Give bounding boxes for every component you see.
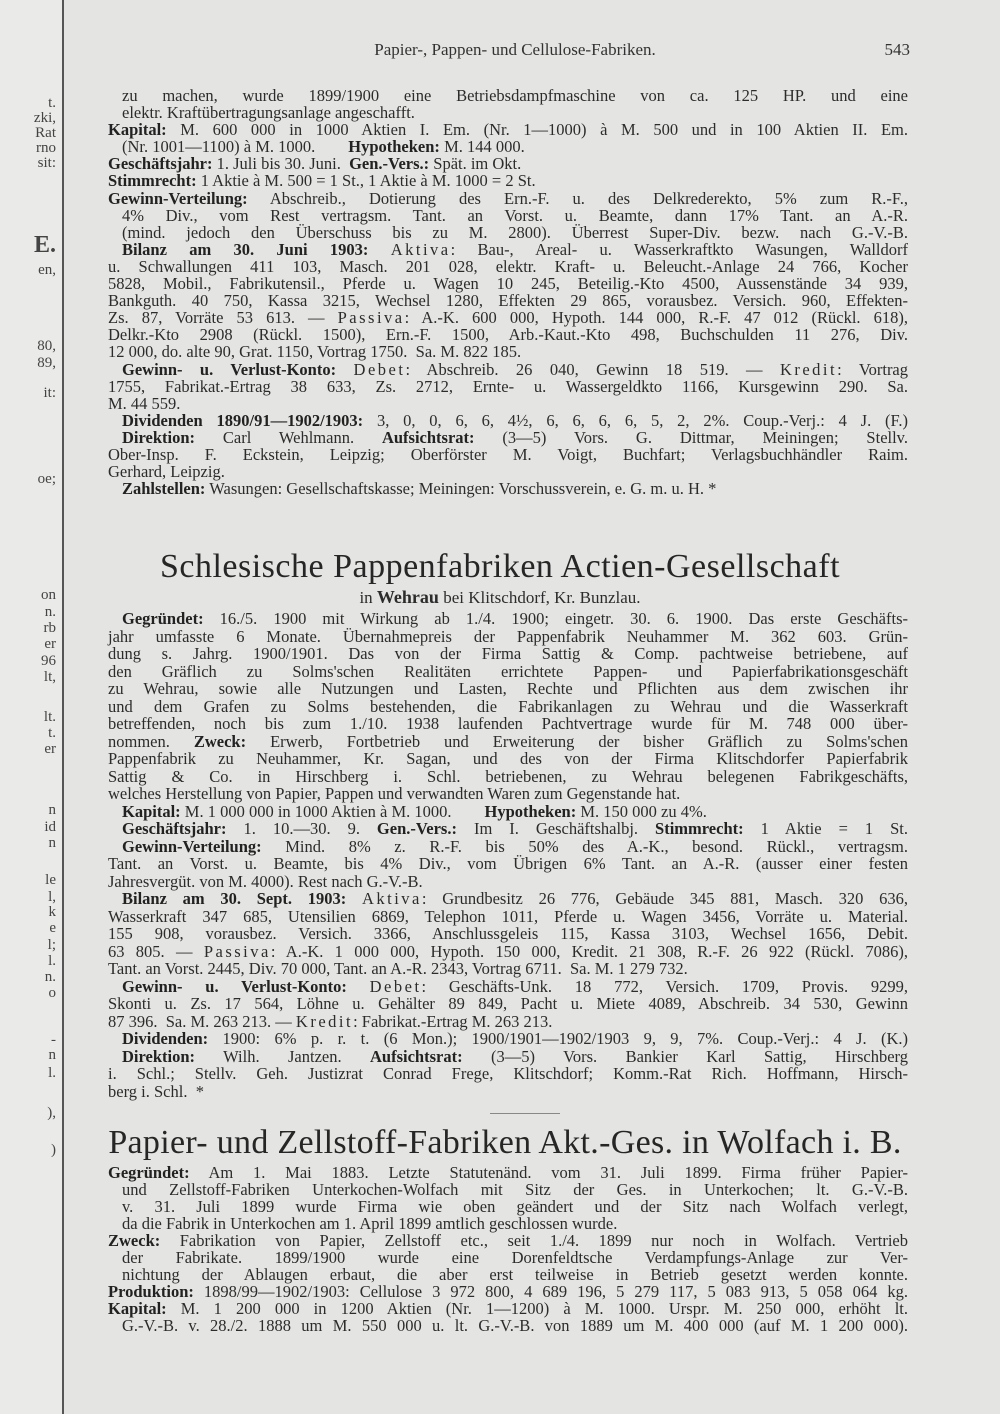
field-label: Zweck: bbox=[108, 1231, 161, 1250]
margin-fragment: Rat bbox=[35, 125, 56, 141]
text-run: Am 1. Mai 1883. Letzte Statutenänd. vom 31. Juli 1899. Firma früher Papier- bbox=[189, 1163, 908, 1182]
text-line bbox=[122, 1048, 908, 1066]
text-run: 1. Juli bis 30. Juni. bbox=[212, 154, 350, 174]
margin-fragment: l. bbox=[48, 953, 56, 969]
margin-fragment: n bbox=[48, 835, 56, 851]
spaced-term: Kredit bbox=[295, 1011, 354, 1031]
field-label: Stimmrecht: bbox=[108, 171, 197, 191]
text-run: 155 908, vorausbez. Versich. 3366, Anschlussgeleis 115, Kassa 3103, Wechsel 1656, Debit. bbox=[108, 924, 908, 943]
text-line bbox=[122, 412, 908, 429]
text-run: : Abschreib. 26 040, Gewinn 18 519. — bbox=[405, 359, 780, 379]
margin-fragment: en, bbox=[38, 262, 56, 278]
spaced-term: Passiva bbox=[203, 941, 271, 961]
text-line bbox=[108, 645, 908, 663]
text-line bbox=[108, 172, 908, 189]
text-run: M. 44 559. bbox=[108, 393, 181, 413]
field-label: Kapital: bbox=[122, 801, 181, 821]
margin-fragment: oe; bbox=[37, 471, 56, 487]
text-run: 1. 10.—30. 9. bbox=[226, 819, 377, 838]
entry-schlesische-text bbox=[108, 610, 908, 1100]
text-line bbox=[122, 104, 908, 121]
text-run: jahr umfasste 6 Monate. Übernahmepreis der Pappenfabrik Neuhammer M. 362 603. Grün- bbox=[108, 626, 908, 646]
text-line bbox=[108, 326, 908, 343]
text-run bbox=[346, 889, 362, 908]
text-run: und Zellstoff-Fabriken Unterkochen-Wolfach mit Sitz der Ges. in Unterkochen; lt. G.-V.-B. bbox=[122, 1180, 908, 1199]
margin-fragment: on bbox=[41, 587, 56, 603]
field-label: Gen.-Vers.: bbox=[349, 154, 430, 174]
text-line bbox=[108, 663, 908, 681]
field-label: Direktion: bbox=[122, 1046, 196, 1066]
text-line bbox=[122, 890, 908, 908]
field-label: Hypotheken: bbox=[348, 137, 440, 157]
text-line bbox=[108, 960, 908, 978]
text-run: Mind. 8% z. R.-F. bis 50% des A.-K., besond. Rückl., vertragsm. bbox=[261, 836, 908, 856]
entry-wolfach-text bbox=[108, 1164, 908, 1334]
text-line bbox=[108, 309, 908, 326]
margin-fragment: n bbox=[48, 802, 56, 818]
text-run: Skonti u. Zs. 17 564, Löhne u. Gehälter 89 849, Pacht u. Miete 4089, Abschreib. 34 530, Gewinn bbox=[108, 994, 908, 1013]
margin-fragment: 96 bbox=[41, 653, 56, 669]
spaced-term: Kredit bbox=[779, 359, 838, 379]
text-line bbox=[122, 361, 908, 378]
text-line bbox=[122, 224, 908, 241]
margin-fragment: er bbox=[44, 636, 56, 652]
text-run: berg i. Schl. * bbox=[108, 1081, 204, 1101]
margin-fragment: ), bbox=[47, 1105, 56, 1121]
text-run: M. 600 000 in 1000 Aktien I. Em. (Nr. 1—1000) à M. 500 und in 100 Aktien II. Em. bbox=[166, 120, 908, 140]
spaced-term: Aktiva bbox=[390, 239, 451, 259]
margin-fragment: 80, bbox=[37, 338, 56, 354]
field-label: Gewinn-Verteilung: bbox=[122, 836, 262, 856]
margin-fragment: E. bbox=[33, 232, 56, 258]
text-run: M. 1 200 000 in 1200 Aktien (Nr. 1—1200) à M. 1000. Urspr. M. 250 000, erhöht lt. bbox=[166, 1299, 908, 1318]
field-label: Aufsichtsrat: bbox=[381, 427, 475, 447]
field-label: Gewinn- u. Verlust-Konto: bbox=[122, 359, 337, 379]
margin-fragment: - bbox=[51, 1032, 56, 1048]
margin-fragment: 89, bbox=[37, 355, 56, 371]
text-run: 3, 0, 0, 6, 6, 4½, 6, 6, 6, 6, 5, 2, 2%. Coup.-Verj.: 4 J. (F.) bbox=[363, 410, 908, 430]
field-label: Direktion: bbox=[122, 427, 196, 447]
text-run: (mind. jedoch den Überschuss bis zu M. 2800). Überrest Super-Div. bezw. nach G.-V.-B. bbox=[122, 222, 908, 242]
field-label: Produktion: bbox=[108, 1282, 194, 1301]
text-line bbox=[108, 943, 908, 961]
field-label: Gen.-Vers.: bbox=[376, 819, 457, 838]
text-line bbox=[108, 925, 908, 943]
margin-fragment: rno bbox=[36, 140, 56, 156]
text-line bbox=[122, 87, 908, 104]
text-line bbox=[122, 1181, 908, 1198]
text-run: Wasungen: Gesellschaftskasse; Meiningen: Vorschussverein, e. G. m. u. H. * bbox=[205, 479, 717, 499]
margin-fragment: lt. bbox=[43, 709, 56, 725]
text-run: nichtung der Ablaugen erbaut, die aber erst teilweise in Betrieb gesetzt werden konnte. bbox=[122, 1265, 908, 1284]
text-line bbox=[122, 138, 908, 155]
margin-fragment: o bbox=[48, 985, 56, 1001]
text-line bbox=[108, 855, 908, 873]
running-head-title: Papier-, Pappen- und Cellulose-Fabriken. bbox=[374, 40, 656, 59]
page-number: 543 bbox=[884, 40, 910, 59]
text-run: Fabrikation von Papier, Zellstoff etc., seit 1./4. 1899 nur noch in Wolfach. Vertrieb bbox=[160, 1231, 908, 1250]
text-run: Erwerb, Fortbetrieb und Erweiterung der bisher Gräflich zu Solms'schen bbox=[246, 731, 908, 751]
field-label: Stimmrecht: bbox=[655, 819, 744, 838]
text-run: Bankguth. 40 750, Kassa 3215, Wechsel 1280, Effekten 29 865, vorausbez. Versich. 960, Effekten- bbox=[108, 291, 908, 311]
field-label: Gegründet: bbox=[122, 609, 204, 628]
text-line bbox=[108, 446, 908, 463]
text-run: 1900: 6% p. r. t. (6 Mon.); 1900/1901—1902/1903 9, 9, 7%. Coup.-Verj.: 4 J. (K.) bbox=[208, 1029, 908, 1048]
field-label: Kapital: bbox=[108, 120, 167, 140]
text-line bbox=[108, 1083, 908, 1101]
text-run: den Gräflich zu Solms'schen Realitäten errichtete Pappen- und Papierfabrikationsgeschäft bbox=[108, 661, 908, 681]
text-run: 1898/99—1902/1903: Cellulose 3 972 800, 4 689 196, 5 279 117, 5 083 913, 5 058 064 kg. bbox=[193, 1282, 908, 1301]
margin-fragment: l, bbox=[48, 889, 56, 905]
text-line bbox=[122, 207, 908, 224]
text-run: 87 396. Sa. M. 263 213. — bbox=[108, 1011, 296, 1031]
text-run: Carl Wehlmann. bbox=[195, 427, 382, 447]
text-run: i. Schl.; Stellv. Geh. Justizrat Conrad Frege, Klitschdorf; Komm.-Rat Rich. Hoffmann, Hirsch- bbox=[108, 1064, 908, 1083]
field-label: Dividenden 1890/91—1902/1903: bbox=[122, 410, 364, 430]
text-line bbox=[122, 1198, 908, 1215]
text-line bbox=[108, 292, 908, 309]
text-run: Spät. im Okt. bbox=[429, 154, 522, 174]
text-line bbox=[108, 750, 908, 768]
field-label: Aufsichtsrat: bbox=[370, 1046, 463, 1066]
field-label: Zweck: bbox=[193, 731, 247, 751]
text-run bbox=[347, 977, 370, 996]
field-label: Hypotheken: bbox=[484, 801, 577, 821]
margin-fragment: zki, bbox=[33, 110, 56, 126]
spaced-term: Aktiva bbox=[361, 889, 422, 908]
text-run: zu machen, wurde 1899/1900 eine Betriebsdampfmaschine von ca. 125 HP. und eine bbox=[122, 86, 908, 105]
field-label: Bilanz am 30. Sept. 1903: bbox=[122, 889, 347, 908]
text-run: betreffenden, noch bis zum 1./10. 1938 laufenden Pachtvertrage wurde für M. 748 000 über- bbox=[108, 714, 908, 733]
text-run: Abschreib., Dotierung des Ern.-F. u. des Delkrederekto, 5% zum R.-F., bbox=[247, 188, 908, 208]
text-line bbox=[108, 1283, 908, 1300]
margin-fragment: k bbox=[48, 904, 56, 920]
text-line bbox=[108, 680, 908, 698]
text-run: v. 31. Juli 1899 wurde Firma wie oben geändert und der Sitz nach Wolfach verlegt, bbox=[122, 1197, 908, 1216]
margin-fragment: lt, bbox=[43, 669, 56, 685]
text-run: : Geschäfts-Unk. 18 772, Versich. 1709, Provis. 9299, bbox=[421, 976, 909, 996]
text-run: M. 150 000 zu 4%. bbox=[576, 801, 707, 821]
text-line bbox=[108, 258, 908, 275]
text-line bbox=[108, 733, 908, 751]
text-line bbox=[122, 820, 908, 838]
text-run: u. Schwallungen 411 103, Masch. 201 028, elektr. Kraft- u. Beleucht.-Anlage 24 766, Kocher bbox=[108, 256, 908, 276]
text-run: : Vortrag bbox=[837, 359, 909, 379]
text-run: Tant. an Vorst. u. Beamte, bis 4% Div., vom Übrigen 6% Tant. an A.-R. (ausser einer festen bbox=[108, 854, 908, 873]
text-run: G.-V.-B. v. 28./2. 1888 um M. 550 000 u. lt. G.-V.-B. von 1889 um M. 400 000 (auf M. 1 200 000). bbox=[122, 1316, 908, 1335]
text-line bbox=[108, 1232, 908, 1249]
text-line bbox=[108, 275, 908, 292]
text-run: 16./5. 1900 mit Wirkung ab 1./4. 1900; eingetr. 30. 6. 1900. Das erste Geschäfts- bbox=[203, 609, 908, 628]
spaced-term: Debet bbox=[369, 976, 422, 996]
margin-fragment: id bbox=[44, 819, 56, 835]
text-run: : A.-K. 600 000, Hypoth. 144 000, R.-F. 47 012 (Rückl. 618), bbox=[404, 308, 908, 328]
field-label: Dividenden: bbox=[122, 1029, 209, 1048]
text-line bbox=[108, 378, 908, 395]
text-run: Tant. an Vorst. 2445, Div. 70 000, Tant. an A.-R. 2343, Vortrag 6711. Sa. M. 1 279 732. bbox=[108, 959, 688, 978]
field-label: Kapital: bbox=[108, 1299, 167, 1318]
text-run: zu Wehrau, sowie alle Nutzungen und Lasten, Rechte und Pflichten aus dem zwischen ihr bbox=[108, 679, 908, 698]
field-label: Zahlstellen: bbox=[122, 479, 206, 499]
text-run: und dem Grafen zu Solms bestehenden, die Fabrikanlagen zu Wehrau und die Wasserkraft bbox=[108, 696, 908, 716]
text-run: 1 Aktie à M. 500 = 1 St., 1 Aktie à M. 1000 = 2 St. bbox=[196, 171, 536, 191]
company-location bbox=[0, 587, 1000, 607]
text-line bbox=[122, 610, 908, 628]
text-run: 4% Div., vom Rest vertragsm. Tant. an Vorst. u. Beamte, dann 17% Tant. an A.-R. bbox=[122, 205, 908, 225]
text-run: Delkr.-Kto 2908 (Rückl. 1500), Ern.-F. 1500, Arb.-Kaut.-Kto 498, Buchschulden 11 276, Div. bbox=[108, 325, 908, 345]
text-line bbox=[122, 241, 908, 258]
text-run: (3—5) Vors. G. Dittmar, Meiningen; Stellv. bbox=[474, 427, 908, 447]
text-line bbox=[108, 395, 908, 412]
text-line bbox=[122, 1249, 908, 1266]
spaced-term: Passiva bbox=[337, 308, 405, 328]
text-run: 1755, Fabrikat.-Ertrag 38 633, Zs. 2712, Ernte- u. Wassergeldkto 1166, Kursgewinn 290. Sa. bbox=[108, 376, 908, 396]
text-line bbox=[122, 1030, 908, 1048]
margin-fragment: n. bbox=[44, 969, 56, 985]
text-run: Ober-Insp. F. Eckstein, Leipzig; Oberförster M. Voigt, Buchfart; Verlagsbuchhändler Raim. bbox=[108, 444, 908, 464]
margin-fragment: l. bbox=[48, 1065, 56, 1081]
text-line bbox=[108, 995, 908, 1013]
text-run: Zs. 87, Vorräte 53 613. — bbox=[108, 308, 338, 328]
margin-fragment: t. bbox=[48, 725, 56, 741]
text-line bbox=[108, 698, 908, 716]
location-prefix: in bbox=[359, 588, 377, 607]
text-run: Im I. Geschäftshalbj. bbox=[456, 819, 656, 838]
text-line bbox=[108, 715, 908, 733]
margin-fragment: n bbox=[48, 1047, 56, 1063]
margin-fragment: it: bbox=[43, 385, 56, 401]
text-line bbox=[122, 1215, 908, 1232]
text-run: Jahresvergüt. von M. 4000). Rest nach G.-V.-B. bbox=[108, 871, 423, 891]
text-line bbox=[108, 155, 908, 172]
text-run: M. 144 000. bbox=[439, 137, 525, 157]
text-run: : Fabrikat.-Ertrag M. 263 213. bbox=[353, 1011, 553, 1031]
field-label: Bilanz am 30. Juni 1903: bbox=[122, 239, 369, 259]
text-line bbox=[108, 908, 908, 926]
location-suffix: bei Klitschdorf, Kr. Bunzlau. bbox=[438, 588, 641, 607]
text-run: M. 1 000 000 in 1000 Aktien à M. 1000. bbox=[180, 801, 485, 821]
text-run: : A.-K. 1 000 000, Hypoth. 150 000, Kredit. 21 308, R.-F. 26 922 (Rückl. 7086), bbox=[270, 941, 908, 961]
text-run: 63 805. — bbox=[108, 941, 204, 961]
text-run: : Bau-, Areal- u. Wasserkraftkto Wasungen, Walldorf bbox=[450, 239, 908, 259]
text-run: dung s. Jahrg. 1900/1901. Das von der Firma Sattig & Comp. pachtweise betriebene, auf bbox=[108, 644, 908, 663]
text-run: nommen. bbox=[108, 731, 194, 751]
text-line bbox=[108, 190, 908, 207]
margin-fragment: l; bbox=[47, 937, 56, 953]
text-run: elektr. Kraftübertragungsanlage angeschafft. bbox=[122, 103, 415, 123]
text-run: (Nr. 1001—1100) à M. 1000. bbox=[122, 137, 349, 157]
text-run: der Fabrikate. 1899/1900 wurde eine Dorenfeldtsche Verdampfungs-Anlage zur Ver- bbox=[122, 1248, 908, 1267]
text-run: 12 000, do. alte 90, Grat. 1150, Vortrag 1750. Sa. M. 822 185. bbox=[108, 342, 522, 362]
margin-fragment: sit: bbox=[37, 155, 56, 171]
company-heading-wolfach: Papier- und Zellstoff-Fabriken Akt.-Ges. in Wolfach i. B. bbox=[108, 1124, 902, 1161]
margin-fragment: le bbox=[45, 872, 56, 888]
text-run: Sattig & Co. in Hirschberg i. Schl. betriebenen, zu Wehrau belegenen Fabrikgeschäfts, bbox=[108, 766, 908, 786]
text-run: Wilh. Jantzen. bbox=[195, 1046, 371, 1066]
text-line bbox=[122, 1317, 908, 1334]
margin-fragment: er bbox=[44, 741, 56, 757]
previous-page-margin bbox=[0, 0, 64, 1414]
text-line bbox=[122, 978, 908, 996]
text-run: Gerhard, Leipzig. bbox=[108, 462, 225, 482]
text-run: Wasserkraft 347 685, Utensilien 6869, Telephon 1011, Pferde u. Wagen 3456, Vorräte u. Material. bbox=[108, 906, 908, 926]
field-label: Gewinn- u. Verlust-Konto: bbox=[122, 976, 347, 996]
running-head bbox=[0, 40, 1000, 62]
location-town: Wehrau bbox=[376, 587, 439, 607]
field-label: Geschäftsjahr: bbox=[122, 819, 227, 838]
field-label: Geschäftsjahr: bbox=[108, 154, 213, 174]
text-line bbox=[122, 429, 908, 446]
text-line bbox=[108, 628, 908, 646]
text-line bbox=[108, 873, 908, 891]
margin-fragment: ) bbox=[51, 1142, 56, 1158]
text-line bbox=[108, 1164, 908, 1181]
text-run: : Grundbesitz 26 776, Gebäude 345 881, Masch. 320 636, bbox=[421, 889, 909, 908]
margin-fragment: n. bbox=[44, 604, 56, 620]
text-run: 5828, Mobil., Fabrikutensil., Pferde u. Wagen 10 245, Beteilig.-Kto 4500, Aussenstände 34 939, bbox=[108, 274, 908, 294]
text-line bbox=[108, 343, 908, 360]
spaced-term: Debet bbox=[353, 359, 406, 379]
field-label: Gegründet: bbox=[108, 1163, 190, 1182]
text-line bbox=[122, 480, 908, 497]
text-line bbox=[122, 803, 908, 821]
margin-fragment: t. bbox=[48, 95, 56, 111]
text-line bbox=[108, 1300, 908, 1317]
field-label: Gewinn-Verteilung: bbox=[108, 188, 248, 208]
text-line bbox=[108, 768, 908, 786]
text-line bbox=[108, 463, 908, 480]
margin-fragment: e bbox=[49, 920, 56, 936]
section-divider bbox=[490, 1113, 560, 1114]
text-run: 1 Aktie = 1 St. bbox=[743, 819, 908, 838]
text-run: welches Herstellung von Papier, Pappen und verwandten Waren zum Gegenstande hat. bbox=[108, 784, 681, 803]
company-heading-schlesische: Schlesische Pappenfabriken Actien-Gesellschaft bbox=[159, 548, 841, 585]
text-line bbox=[108, 121, 908, 138]
text-line bbox=[122, 1266, 908, 1283]
text-line bbox=[108, 785, 908, 803]
text-line bbox=[122, 838, 908, 856]
text-run: (3—5) Vors. Bankier Karl Sattig, Hirschberg bbox=[462, 1046, 908, 1066]
text-line bbox=[108, 1013, 908, 1031]
text-line bbox=[108, 1065, 908, 1083]
entry-continued-text bbox=[108, 87, 908, 497]
margin-fragment: rb bbox=[43, 620, 56, 636]
text-run: Pappenfabrik zu Neuhammer, Kr. Sagan, und des von der Firma Klitschdorfer Papierfabrik bbox=[108, 749, 908, 768]
text-run: da die Fabrik in Unterkochen am 1. April 1899 amtlich geschlossen wurde. bbox=[122, 1214, 618, 1233]
